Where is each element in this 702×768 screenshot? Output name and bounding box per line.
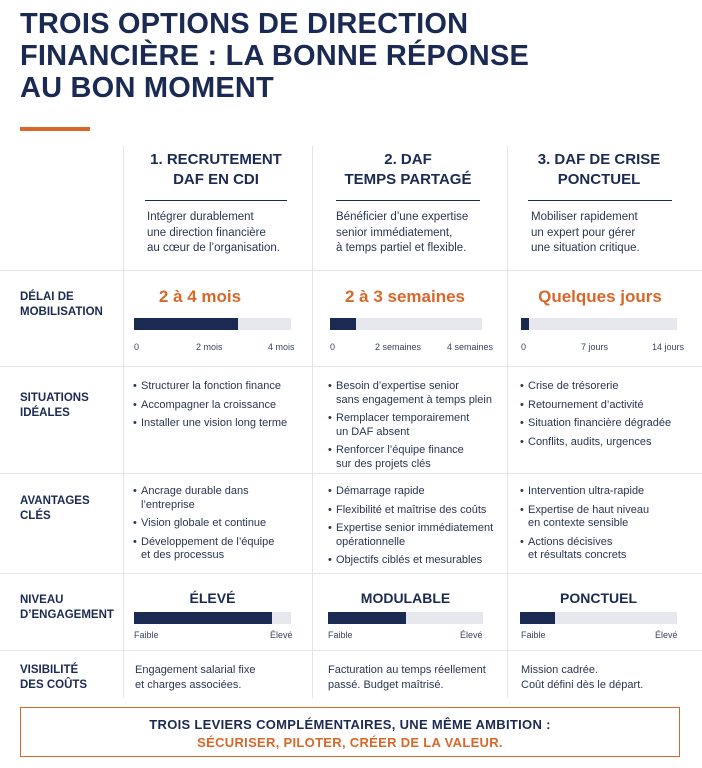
list-item <box>133 517 308 531</box>
list-item-text: opérationnelle <box>336 535 406 548</box>
description-line: une situation critique. <box>531 242 640 254</box>
list-item-text: • Situation financière dégradée <box>528 417 672 429</box>
list-item-text: • Intervention ultra-rapide <box>528 485 645 497</box>
column-header-line: DAF EN CDI <box>173 171 259 188</box>
conclusion-line-1: TROIS LEVIERS COMPLÉMENTAIRES, UNE MÊME AMBITION : <box>149 717 551 732</box>
cost-line: Coût défini dès le départ. <box>521 679 644 691</box>
list-item <box>520 536 695 563</box>
column-header-temps-partage <box>328 150 488 190</box>
list-item-text: • Expertise senior immédiatement <box>336 522 494 534</box>
row-label-visibilite <box>20 663 87 693</box>
list-item <box>133 399 308 413</box>
list-item <box>520 399 695 413</box>
row-divider <box>0 366 702 367</box>
description-line: au cœur de l’organisation. <box>147 242 280 254</box>
cost-line: et charges associées. <box>135 679 242 691</box>
page-title <box>20 8 690 104</box>
list-item <box>328 504 506 518</box>
list-item <box>328 444 506 471</box>
list-item-text: • Besoin d’expertise senior <box>336 380 459 392</box>
engagement-bar-fill <box>520 612 555 624</box>
situations-list <box>328 380 506 476</box>
row-label-delai <box>20 290 103 320</box>
row-label-line: NIVEAU <box>20 594 64 606</box>
column-header-rule <box>528 200 672 201</box>
delay-tick: 2 semaines <box>375 342 422 352</box>
avantages-list <box>133 485 308 568</box>
column-header-line: 1. RECRUTEMENT <box>150 151 282 168</box>
delay-tick: 4 mois <box>268 342 295 352</box>
description-line: à temps partiel et flexible. <box>336 242 467 254</box>
list-item <box>328 522 506 549</box>
description-line: Bénéficier d’une expertise <box>336 211 469 223</box>
list-item <box>133 536 308 563</box>
title-line-1: TROIS OPTIONS DE DIRECTION <box>20 8 469 40</box>
delay-tick: 7 jours <box>581 342 609 352</box>
row-label-line: VISIBILITÉ <box>20 664 79 676</box>
row-label-avantages <box>20 494 90 524</box>
list-item <box>328 412 506 439</box>
cost-visibility <box>328 663 503 693</box>
engagement-high-label: Élevé <box>270 630 293 640</box>
row-label-line: MOBILISATION <box>20 306 103 318</box>
row-label-line: AVANTAGES <box>20 495 90 507</box>
row-divider <box>0 270 702 271</box>
engagement-low-label: Faible <box>328 630 353 640</box>
list-item-text: • Conflits, audits, urgences <box>528 435 652 448</box>
list-item-text: • Expertise de haut niveau <box>528 503 650 516</box>
situations-list <box>520 380 695 454</box>
column-description <box>531 210 691 257</box>
delay-value: Quelques jours <box>538 287 662 306</box>
list-item <box>133 380 308 394</box>
delay-tick: 0 <box>330 342 336 352</box>
list-item <box>520 436 695 450</box>
row-label-line: DES COÛTS <box>20 679 88 691</box>
situations-list <box>133 380 308 436</box>
engagement-level: ÉLEVÉ <box>189 590 236 606</box>
row-divider <box>0 573 702 574</box>
delay-bar-track <box>521 318 677 330</box>
list-item-text: un DAF absent <box>336 425 410 438</box>
description-line: senior immédiatement, <box>336 226 453 239</box>
list-item <box>133 485 308 512</box>
column-header-rule <box>145 200 287 201</box>
engagement-bar-fill <box>134 612 272 624</box>
delay-bar-fill <box>134 318 238 330</box>
engagement-bar-fill <box>328 612 406 624</box>
description-line: un expert pour gérer <box>531 226 636 239</box>
column-divider <box>312 146 313 698</box>
row-label-niveau <box>20 593 114 623</box>
list-item-text: • Actions décisives <box>528 535 613 548</box>
delay-tick: 4 semaines <box>447 342 494 352</box>
column-description <box>336 210 501 257</box>
list-item-text: • Remplacer temporairement <box>336 412 470 424</box>
delay-bar-fill <box>521 318 529 330</box>
list-item <box>520 504 695 531</box>
list-item-text: • Structurer la fonction finance <box>141 380 282 392</box>
title-line-2: FINANCIÈRE : LA BONNE RÉPONSE <box>20 40 530 72</box>
delay-value: 2 à 4 mois <box>158 287 242 306</box>
list-item-text: • Développement de l’équipe <box>141 535 275 548</box>
list-item <box>328 554 506 568</box>
list-item-text: • Renforcer l’équipe finance <box>336 444 464 456</box>
list-item <box>328 485 506 499</box>
list-item <box>133 417 308 431</box>
list-item-text: sans engagement à temps plein <box>336 393 492 406</box>
list-item-text: • Retournement d’activité <box>528 398 644 411</box>
list-item-text: sur des projets clés <box>336 457 431 470</box>
column-header-line: 2. DAF <box>384 151 432 168</box>
delay-bar-track <box>330 318 482 330</box>
cost-visibility <box>521 663 691 693</box>
delay-value: 2 à 3 semaines <box>344 287 466 306</box>
engagement-bar-track <box>328 612 483 624</box>
delay-bar-track <box>134 318 291 330</box>
avantages-list <box>520 485 695 568</box>
row-divider <box>0 650 702 651</box>
engagement-high-label: Élevé <box>655 630 678 640</box>
list-item-text: • Démarrage rapide <box>336 485 425 497</box>
list-item <box>520 380 695 394</box>
cost-visibility <box>135 663 305 693</box>
title-line-3: AU BON MOMENT <box>20 72 274 104</box>
row-label-situations <box>20 391 89 421</box>
row-label-line: SITUATIONS <box>20 392 89 404</box>
cost-line: Engagement salarial fixe <box>135 664 256 676</box>
title-underline <box>20 127 90 131</box>
column-divider <box>123 146 124 698</box>
list-item <box>520 417 695 431</box>
engagement-high-label: Élevé <box>460 630 483 640</box>
list-item-text: • Objectifs ciblés et mesurables <box>336 554 483 566</box>
column-header-cdi <box>135 150 297 190</box>
list-item-text: en contexte sensible <box>528 517 629 529</box>
row-label-line: CLÉS <box>20 510 51 522</box>
engagement-low-label: Faible <box>134 630 159 640</box>
list-item-text: • Crise de trésorerie <box>528 380 619 392</box>
engagement-low-label: Faible <box>521 630 546 640</box>
cost-line: Mission cadrée. <box>521 664 599 676</box>
column-description <box>147 210 307 257</box>
list-item-text: et des processus <box>141 549 225 561</box>
list-item-text: et résultats concrets <box>528 549 627 561</box>
conclusion-line-2: SÉCURISER, PILOTER, CRÉER DE LA VALEUR. <box>197 735 503 750</box>
delay-tick: 14 jours <box>652 342 685 352</box>
column-header-line: 3. DAF DE CRISE <box>537 151 661 168</box>
list-item <box>328 380 506 407</box>
engagement-level: MODULABLE <box>360 590 451 606</box>
engagement-level: PONCTUEL <box>560 590 637 606</box>
delay-tick: 0 <box>521 342 527 352</box>
delay-bar-fill <box>330 318 356 330</box>
description-line: une direction financière <box>147 226 266 239</box>
row-label-line: DÉLAI DE <box>20 291 74 303</box>
column-header-line: TEMPS PARTAGÉ <box>344 171 472 188</box>
avantages-list <box>328 485 506 573</box>
description-line: Mobiliser rapidement <box>531 211 638 223</box>
list-item-text: • Ancrage durable dans <box>141 485 249 497</box>
list-item-text: • Vision globale et continue <box>141 517 267 529</box>
engagement-bar-track <box>134 612 291 624</box>
cost-line: passé. Budget maîtrisé. <box>328 679 444 691</box>
conclusion-box <box>20 707 680 757</box>
column-divider <box>507 146 508 698</box>
delay-tick: 2 mois <box>196 342 223 352</box>
list-item-text: l’entreprise <box>141 498 195 511</box>
cost-line: Facturation au temps réellement <box>328 664 486 676</box>
delay-tick: 0 <box>134 342 140 352</box>
row-label-line: IDÉALES <box>20 407 70 419</box>
engagement-bar-track <box>520 612 677 624</box>
column-header-rule <box>336 200 480 201</box>
list-item-text: • Flexibilité et maîtrise des coûts <box>336 503 487 516</box>
column-header-line: PONCTUEL <box>557 171 641 188</box>
row-label-line: D’ENGAGEMENT <box>20 609 114 621</box>
description-line: Intégrer durablement <box>147 211 254 223</box>
list-item-text: • Installer une vision long terme <box>141 417 288 429</box>
column-header-crise <box>517 150 681 190</box>
list-item-text: • Accompagner la croissance <box>141 398 277 411</box>
list-item <box>520 485 695 499</box>
